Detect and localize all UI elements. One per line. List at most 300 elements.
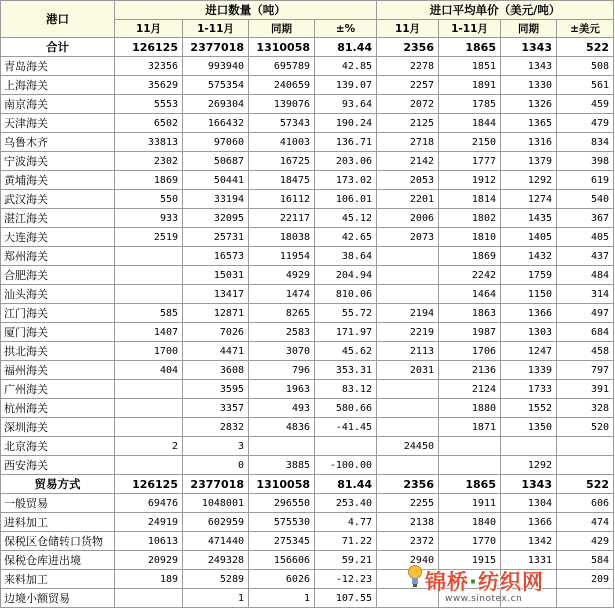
qty-ytd-cell: 166432	[183, 114, 249, 133]
qty-month-cell: 2	[115, 437, 183, 456]
price-prior-cell: 1759	[501, 266, 557, 285]
qty-prior-cell: 8265	[249, 304, 315, 323]
qty-month-cell: 5553	[115, 95, 183, 114]
qty-prior-cell: 16112	[249, 190, 315, 209]
qty-ytd-cell: 25731	[183, 228, 249, 247]
qty-month-header: 11月	[115, 20, 183, 38]
qty-month-cell	[115, 399, 183, 418]
qty-prior-cell: 3070	[249, 342, 315, 361]
qty-ytd-cell: 50441	[183, 171, 249, 190]
qty-prior-cell: 296550	[249, 494, 315, 513]
qty-change-header: ±%	[315, 20, 377, 38]
qty-change-cell: 42.85	[315, 57, 377, 76]
price-month-cell: 2053	[377, 171, 439, 190]
price-change-cell: 540	[557, 190, 614, 209]
qty-month-cell: 126125	[115, 475, 183, 494]
price-change-cell: 522	[557, 475, 614, 494]
qty-month-cell: 35629	[115, 76, 183, 95]
qty-change-cell: 173.02	[315, 171, 377, 190]
price-ytd-cell: 1844	[439, 114, 501, 133]
row-label: 一般贸易	[1, 494, 115, 513]
price-month-cell: 2194	[377, 304, 439, 323]
qty-change-cell: 4.77	[315, 513, 377, 532]
price-change-cell: 797	[557, 361, 614, 380]
price-month-cell: 2255	[377, 494, 439, 513]
qty-ytd-cell: 50687	[183, 152, 249, 171]
row-label: 北京海关	[1, 437, 115, 456]
price-change-cell: 484	[557, 266, 614, 285]
qty-month-cell	[115, 456, 183, 475]
row-label: 来料加工	[1, 570, 115, 589]
qty-ytd-cell: 16573	[183, 247, 249, 266]
row-label: 保税区仓储转口货物	[1, 532, 115, 551]
price-ytd-cell: 1810	[439, 228, 501, 247]
table-row	[1, 589, 614, 608]
qty-month-cell: 1700	[115, 342, 183, 361]
price-prior-cell: 1274	[501, 190, 557, 209]
table-row	[1, 532, 614, 551]
price-month-cell: 2073	[377, 228, 439, 247]
qty-prior-cell: 6026	[249, 570, 315, 589]
price-ytd-cell: 2150	[439, 133, 501, 152]
qty-change-cell: 42.65	[315, 228, 377, 247]
table-row	[1, 76, 614, 95]
price-change-cell: 391	[557, 380, 614, 399]
qty-ytd-cell: 1	[183, 589, 249, 608]
price-month-cell: 2031	[377, 361, 439, 380]
row-label: 黄埔海关	[1, 171, 115, 190]
row-label: 江门海关	[1, 304, 115, 323]
price-prior-cell: 1343	[501, 57, 557, 76]
qty-prior-cell: 22117	[249, 209, 315, 228]
price-change-header: ±美元	[557, 20, 614, 38]
price-month-cell: 2138	[377, 513, 439, 532]
price-change-cell: 606	[557, 494, 614, 513]
price-month-cell: 2940	[377, 551, 439, 570]
watermark-logo-text-b: 纺织网	[477, 570, 544, 594]
qty-change-cell: 71.22	[315, 532, 377, 551]
row-label: 乌鲁木齐	[1, 133, 115, 152]
row-label: 郑州海关	[1, 247, 115, 266]
qty-prior-cell: 575530	[249, 513, 315, 532]
price-prior-cell: 1432	[501, 247, 557, 266]
price-month-cell	[377, 399, 439, 418]
price-ytd-cell: 2242	[439, 266, 501, 285]
qty-change-cell: 55.72	[315, 304, 377, 323]
price-month-cell: 2718	[377, 133, 439, 152]
summary-row	[1, 475, 614, 494]
row-label: 南京海关	[1, 95, 115, 114]
row-label: 厦门海关	[1, 323, 115, 342]
qty-prior-cell: 275345	[249, 532, 315, 551]
price-ytd-cell: 1706	[439, 342, 501, 361]
table-row	[1, 190, 614, 209]
price-ytd-cell: 1464	[439, 285, 501, 304]
row-label: 保税仓库进出境	[1, 551, 115, 570]
qty-change-cell: 810.06	[315, 285, 377, 304]
price-ytd-cell: 1785	[439, 95, 501, 114]
qty-prior-cell: 18475	[249, 171, 315, 190]
qty-ytd-cell: 2832	[183, 418, 249, 437]
qty-month-cell: 24919	[115, 513, 183, 532]
table-row	[1, 95, 614, 114]
price-month-cell: 2356	[377, 38, 439, 57]
price-ytd-cell: 1851	[439, 57, 501, 76]
price-ytd-cell: 1777	[439, 152, 501, 171]
qty-change-cell: 107.55	[315, 589, 377, 608]
price-prior-cell: 1316	[501, 133, 557, 152]
row-label: 广州海关	[1, 380, 115, 399]
price-month-header: 11月	[377, 20, 439, 38]
price-ytd-cell: 1912	[439, 171, 501, 190]
qty-prior-cell: 796	[249, 361, 315, 380]
price-prior-header: 同期	[501, 20, 557, 38]
qty-prior-cell: 1474	[249, 285, 315, 304]
qty-change-cell: 83.12	[315, 380, 377, 399]
qty-ytd-cell: 993940	[183, 57, 249, 76]
qty-change-cell: -100.00	[315, 456, 377, 475]
price-month-cell: 2356	[377, 475, 439, 494]
price-ytd-cell: 1880	[439, 399, 501, 418]
qty-change-cell: 580.66	[315, 399, 377, 418]
qty-month-cell	[115, 418, 183, 437]
row-label: 湛江海关	[1, 209, 115, 228]
qty-month-cell: 1407	[115, 323, 183, 342]
price-prior-cell: 1343	[501, 475, 557, 494]
price-prior-cell: 1292	[501, 171, 557, 190]
price-ytd-cell: 1915	[439, 551, 501, 570]
qty-change-cell: 106.01	[315, 190, 377, 209]
price-change-cell: 398	[557, 152, 614, 171]
qty-month-cell: 2302	[115, 152, 183, 171]
table-row	[1, 494, 614, 513]
price-change-cell: 619	[557, 171, 614, 190]
table-row	[1, 323, 614, 342]
price-change-cell: 458	[557, 342, 614, 361]
price-month-cell	[377, 380, 439, 399]
price-month-cell: 2219	[377, 323, 439, 342]
price-prior-cell	[501, 437, 557, 456]
price-month-cell: 2201	[377, 190, 439, 209]
price-ytd-cell: 1840	[439, 513, 501, 532]
qty-change-cell: 139.07	[315, 76, 377, 95]
price-month-cell	[377, 418, 439, 437]
qty-month-cell: 126125	[115, 38, 183, 57]
row-label: 边境小额贸易	[1, 589, 115, 608]
price-change-cell: 520	[557, 418, 614, 437]
price-month-cell	[377, 266, 439, 285]
price-month-cell: 2113	[377, 342, 439, 361]
price-ytd-cell	[439, 437, 501, 456]
table-row	[1, 247, 614, 266]
import-quantity-group-header: 进口数量（吨）	[115, 1, 377, 20]
price-prior-cell: 1342	[501, 532, 557, 551]
qty-prior-cell: 1	[249, 589, 315, 608]
price-month-cell	[377, 285, 439, 304]
price-change-cell: 684	[557, 323, 614, 342]
price-month-cell	[377, 247, 439, 266]
qty-ytd-cell: 15031	[183, 266, 249, 285]
qty-ytd-cell: 13417	[183, 285, 249, 304]
qty-change-cell: 190.24	[315, 114, 377, 133]
qty-ytd-cell: 3608	[183, 361, 249, 380]
price-prior-cell	[501, 570, 557, 589]
row-label: 大连海关	[1, 228, 115, 247]
table-row	[1, 380, 614, 399]
qty-change-cell: 136.71	[315, 133, 377, 152]
price-ytd-cell: 1814	[439, 190, 501, 209]
table-row	[1, 152, 614, 171]
price-prior-cell: 1552	[501, 399, 557, 418]
price-ytd-cell	[439, 570, 501, 589]
price-ytd-cell: 1869	[439, 247, 501, 266]
table-row	[1, 209, 614, 228]
table-row	[1, 114, 614, 133]
table-row	[1, 551, 614, 570]
summary-row-label: 合计	[1, 38, 115, 57]
qty-month-cell: 33813	[115, 133, 183, 152]
table-row	[1, 342, 614, 361]
qty-month-cell: 2519	[115, 228, 183, 247]
price-prior-cell: 1343	[501, 38, 557, 57]
price-prior-cell: 1292	[501, 456, 557, 475]
summary-row	[1, 38, 614, 57]
qty-month-cell	[115, 285, 183, 304]
qty-prior-cell: 4929	[249, 266, 315, 285]
qty-ytd-cell: 12871	[183, 304, 249, 323]
table-body	[1, 38, 614, 608]
qty-change-cell: 59.21	[315, 551, 377, 570]
price-change-cell	[557, 437, 614, 456]
watermark-url: www.sinotex.cn	[445, 594, 523, 604]
qty-ytd-cell: 7026	[183, 323, 249, 342]
table-row	[1, 304, 614, 323]
qty-prior-cell: 41003	[249, 133, 315, 152]
qty-prior-cell: 695789	[249, 57, 315, 76]
price-prior-cell	[501, 589, 557, 608]
row-label: 宁波海关	[1, 152, 115, 171]
price-ytd-cell: 1911	[439, 494, 501, 513]
price-prior-cell: 1303	[501, 323, 557, 342]
qty-month-cell	[115, 589, 183, 608]
price-ytd-header: 1-11月	[439, 20, 501, 38]
price-change-cell: 429	[557, 532, 614, 551]
qty-prior-cell	[249, 437, 315, 456]
qty-prior-cell: 1963	[249, 380, 315, 399]
price-change-cell: 584	[557, 551, 614, 570]
price-prior-cell: 1304	[501, 494, 557, 513]
price-change-cell: 508	[557, 57, 614, 76]
price-change-cell: 367	[557, 209, 614, 228]
price-change-cell: 405	[557, 228, 614, 247]
price-month-cell: 2278	[377, 57, 439, 76]
row-label: 上海海关	[1, 76, 115, 95]
row-label: 青岛海关	[1, 57, 115, 76]
qty-prior-cell: 18038	[249, 228, 315, 247]
qty-change-cell: -12.23	[315, 570, 377, 589]
qty-ytd-cell: 575354	[183, 76, 249, 95]
qty-ytd-cell: 0	[183, 456, 249, 475]
price-change-cell: 209	[557, 570, 614, 589]
price-ytd-cell: 1891	[439, 76, 501, 95]
qty-change-cell: 353.31	[315, 361, 377, 380]
qty-ytd-cell: 2377018	[183, 38, 249, 57]
table-row	[1, 570, 614, 589]
row-label: 进料加工	[1, 513, 115, 532]
price-change-cell: 834	[557, 133, 614, 152]
price-prior-cell: 1339	[501, 361, 557, 380]
qty-ytd-cell: 1048001	[183, 494, 249, 513]
price-change-cell	[557, 456, 614, 475]
qty-prior-cell: 4836	[249, 418, 315, 437]
qty-ytd-header: 1-11月	[183, 20, 249, 38]
price-change-cell: 459	[557, 95, 614, 114]
qty-prior-cell: 139076	[249, 95, 315, 114]
price-ytd-cell: 1802	[439, 209, 501, 228]
qty-ytd-cell: 4471	[183, 342, 249, 361]
price-prior-cell: 1350	[501, 418, 557, 437]
qty-month-cell: 404	[115, 361, 183, 380]
qty-ytd-cell: 3357	[183, 399, 249, 418]
qty-change-cell: 45.62	[315, 342, 377, 361]
price-month-cell	[377, 589, 439, 608]
qty-prior-header: 同期	[249, 20, 315, 38]
qty-month-cell: 10613	[115, 532, 183, 551]
row-label: 合肥海关	[1, 266, 115, 285]
price-ytd-cell	[439, 589, 501, 608]
row-label: 武汉海关	[1, 190, 115, 209]
price-month-cell	[377, 570, 439, 589]
price-month-cell: 24450	[377, 437, 439, 456]
price-prior-cell: 1379	[501, 152, 557, 171]
table-row	[1, 171, 614, 190]
qty-month-cell: 1869	[115, 171, 183, 190]
row-label: 西安海关	[1, 456, 115, 475]
price-month-cell: 2006	[377, 209, 439, 228]
row-label: 福州海关	[1, 361, 115, 380]
qty-prior-cell: 3885	[249, 456, 315, 475]
qty-ytd-cell: 3595	[183, 380, 249, 399]
row-label: 汕头海关	[1, 285, 115, 304]
qty-change-cell: 81.44	[315, 38, 377, 57]
qty-ytd-cell: 97060	[183, 133, 249, 152]
price-prior-cell: 1365	[501, 114, 557, 133]
price-month-cell: 2125	[377, 114, 439, 133]
qty-month-cell: 20929	[115, 551, 183, 570]
table-row	[1, 418, 614, 437]
price-prior-cell: 1330	[501, 76, 557, 95]
price-change-cell: 479	[557, 114, 614, 133]
qty-ytd-cell: 33194	[183, 190, 249, 209]
price-ytd-cell: 1865	[439, 475, 501, 494]
qty-change-cell: 204.94	[315, 266, 377, 285]
price-prior-cell: 1366	[501, 513, 557, 532]
summary-row-label: 贸易方式	[1, 475, 115, 494]
price-prior-cell: 1435	[501, 209, 557, 228]
price-prior-cell: 1331	[501, 551, 557, 570]
qty-change-cell: -41.45	[315, 418, 377, 437]
row-label: 深圳海关	[1, 418, 115, 437]
qty-ytd-cell: 269304	[183, 95, 249, 114]
price-prior-cell: 1326	[501, 95, 557, 114]
unit-price-group-header: 进口平均单价（美元/吨）	[377, 1, 614, 20]
price-ytd-cell: 1770	[439, 532, 501, 551]
qty-month-cell	[115, 266, 183, 285]
price-ytd-cell: 1865	[439, 38, 501, 57]
qty-prior-cell: 493	[249, 399, 315, 418]
qty-change-cell: 45.12	[315, 209, 377, 228]
price-ytd-cell: 2136	[439, 361, 501, 380]
qty-month-cell	[115, 380, 183, 399]
qty-change-cell: 171.97	[315, 323, 377, 342]
qty-ytd-cell: 3	[183, 437, 249, 456]
qty-month-cell	[115, 247, 183, 266]
price-month-cell: 2372	[377, 532, 439, 551]
qty-month-cell: 550	[115, 190, 183, 209]
qty-change-cell: 253.40	[315, 494, 377, 513]
row-label: 杭州海关	[1, 399, 115, 418]
port-column-header: 港口	[1, 1, 115, 38]
table-row	[1, 399, 614, 418]
qty-ytd-cell: 2377018	[183, 475, 249, 494]
price-change-cell: 314	[557, 285, 614, 304]
qty-prior-cell: 16725	[249, 152, 315, 171]
table-row	[1, 513, 614, 532]
qty-prior-cell: 1310058	[249, 38, 315, 57]
table-row	[1, 361, 614, 380]
qty-month-cell: 585	[115, 304, 183, 323]
row-label: 拱北海关	[1, 342, 115, 361]
watermark-logo-text-a: 锦桥	[425, 570, 469, 594]
qty-month-cell: 189	[115, 570, 183, 589]
price-ytd-cell: 1863	[439, 304, 501, 323]
table-row	[1, 133, 614, 152]
price-month-cell: 2142	[377, 152, 439, 171]
price-prior-cell: 1733	[501, 380, 557, 399]
qty-change-cell	[315, 437, 377, 456]
price-change-cell: 497	[557, 304, 614, 323]
qty-change-cell: 93.64	[315, 95, 377, 114]
price-month-cell: 2072	[377, 95, 439, 114]
table-row	[1, 437, 614, 456]
qty-ytd-cell: 471440	[183, 532, 249, 551]
qty-prior-cell: 1310058	[249, 475, 315, 494]
qty-change-cell: 81.44	[315, 475, 377, 494]
qty-prior-cell: 240659	[249, 76, 315, 95]
watermark-logo: 锦桥·纺织网	[425, 570, 544, 594]
price-change-cell: 561	[557, 76, 614, 95]
qty-prior-cell: 57343	[249, 114, 315, 133]
qty-ytd-cell: 249328	[183, 551, 249, 570]
table-row	[1, 266, 614, 285]
qty-month-cell: 6502	[115, 114, 183, 133]
qty-ytd-cell: 602959	[183, 513, 249, 532]
price-ytd-cell: 1871	[439, 418, 501, 437]
qty-change-cell: 38.64	[315, 247, 377, 266]
qty-month-cell: 69476	[115, 494, 183, 513]
price-ytd-cell: 2124	[439, 380, 501, 399]
qty-month-cell: 32356	[115, 57, 183, 76]
row-label: 天津海关	[1, 114, 115, 133]
price-prior-cell: 1247	[501, 342, 557, 361]
price-ytd-cell	[439, 456, 501, 475]
price-change-cell	[557, 589, 614, 608]
price-month-cell: 2257	[377, 76, 439, 95]
table-row	[1, 285, 614, 304]
price-prior-cell: 1366	[501, 304, 557, 323]
qty-change-cell: 203.06	[315, 152, 377, 171]
table-row	[1, 456, 614, 475]
